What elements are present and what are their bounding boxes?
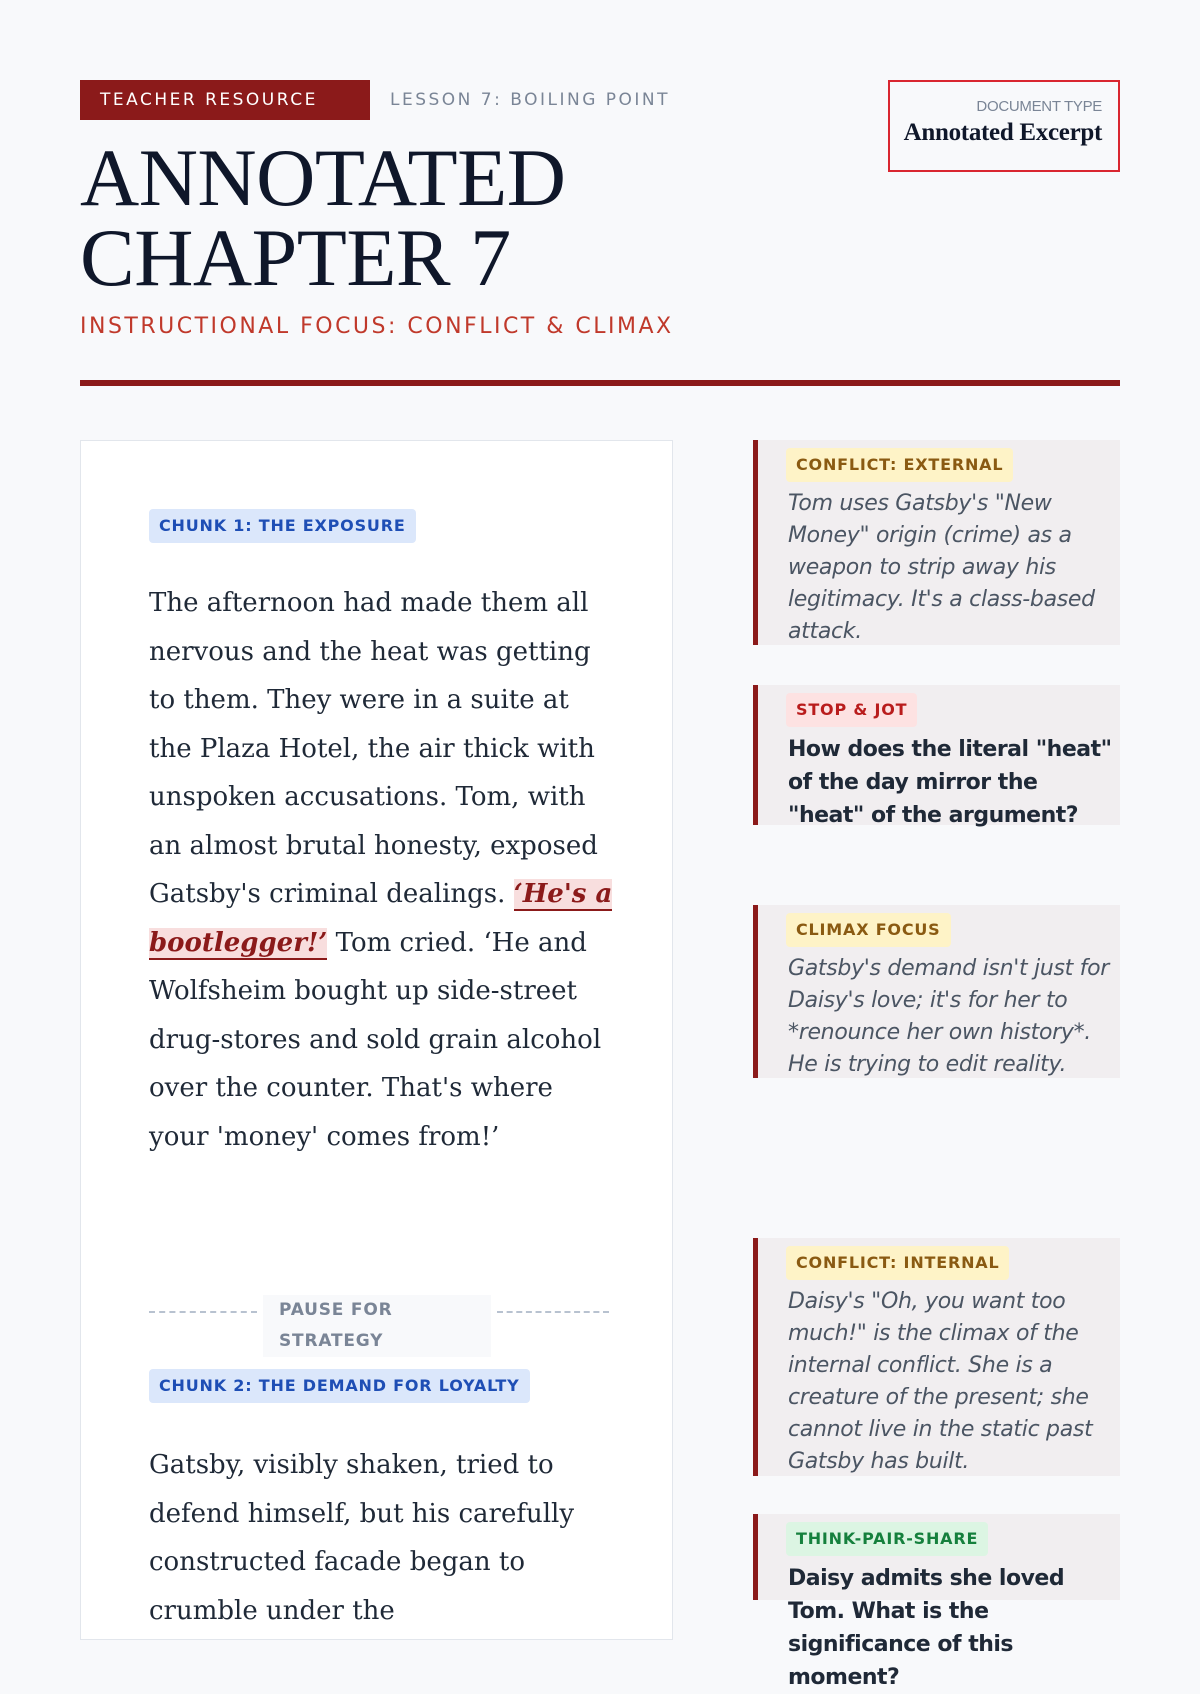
chunk-1-text-before: The afternoon had made them all nervous and the heat was getting to them. They were in a suite at the Plaza Hotel, the air thick with unspoken accusations. Tom, with an almost brutal honesty, exposed Gatsby's criminal dealings. — [149, 588, 598, 909]
teacher-resource-tag: TEACHER RESOURCE — [80, 80, 370, 120]
excerpt-card — [80, 440, 673, 1640]
lesson-label: LESSON 7: BOILING POINT — [390, 90, 671, 110]
annotation-stop-and-jot — [753, 685, 1120, 828]
pause-dash-left — [149, 1311, 257, 1313]
annotation-think-pair-share — [753, 1514, 1120, 1690]
annotation-body: Tom uses Gatsby's "New Money" origin (crime) as a weapon to strip away his legitimacy. It's a class-based attack. — [788, 491, 1095, 644]
chunk-2-label: CHUNK 2: THE DEMAND FOR LOYALTY — [149, 1369, 530, 1403]
chunk-1-text-after: Tom cried. ‘He and Wolfsheim bought up side-street drug-stores and sold grain alcohol over the counter. That's where your 'money' comes from!’ — [149, 927, 602, 1152]
chunk-1-passage — [149, 579, 619, 1161]
header-divider — [80, 380, 1120, 386]
annotation-tag: CONFLICT: EXTERNAL — [786, 448, 1013, 482]
annotation-tag: STOP & JOT — [786, 693, 917, 727]
instructional-focus: INSTRUCTIONAL FOCUS: CONFLICT & CLIMAX — [80, 314, 674, 339]
chunk-2-passage: Gatsby, visibly shaken, tried to defend himself, but his carefully constructed facade began to crumble under the — [149, 1450, 575, 1626]
document-type-label: DOCUMENT TYPE — [976, 98, 1102, 115]
annotation-tag: THINK-PAIR-SHARE — [786, 1522, 988, 1556]
document-type-value: Annotated Excerpt — [903, 119, 1102, 146]
page-header — [80, 80, 1120, 339]
pause-divider — [149, 1295, 609, 1357]
title-line-1: ANNOTATED — [80, 132, 566, 223]
pause-dash-right — [497, 1311, 609, 1313]
annotation-prompt: How does the literal "heat" of the day mirror the "heat" of the argument? — [788, 737, 1112, 828]
document-type-box — [888, 80, 1120, 172]
highlighted-quote: ‘He's a bootlegger!’ — [149, 879, 613, 958]
title-line-2: CHAPTER 7 — [80, 212, 511, 303]
pause-for-strategy: PAUSE FOR STRATEGY — [263, 1295, 491, 1357]
annotation-tag: CLIMAX FOCUS — [786, 913, 951, 947]
annotation-body: Daisy's "Oh, you want too much!" is the climax of the internal conflict. She is a creature of the present; she cannot live in the static past Gatsby has built. — [788, 1289, 1093, 1474]
annotation-prompt: Daisy admits she loved Tom. What is the significance of this moment? — [788, 1566, 1065, 1690]
annotation-conflict-internal — [753, 1238, 1120, 1476]
chunk-1-label: CHUNK 1: THE EXPOSURE — [149, 509, 416, 543]
annotation-conflict-external — [753, 440, 1120, 645]
annotation-climax-focus — [753, 905, 1120, 1078]
annotation-body: Gatsby's demand isn't just for Daisy's love; it's for her to *renounce her own history*. He is trying to edit reality. — [788, 956, 1109, 1077]
annotation-tag: CONFLICT: INTERNAL — [786, 1246, 1009, 1280]
